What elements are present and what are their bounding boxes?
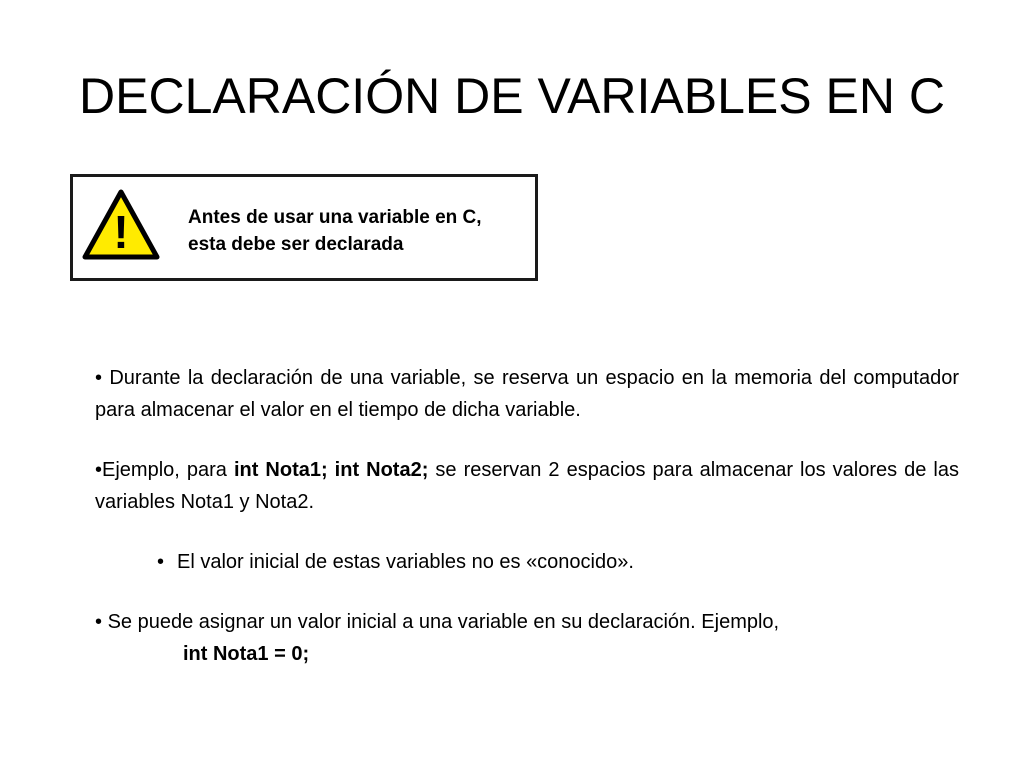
bullet-example xyxy=(95,454,959,518)
bullet-declaration xyxy=(95,362,959,426)
bullet-marker: • xyxy=(95,611,103,633)
bullet-text: El valor inicial de estas variables no es «conocido». xyxy=(177,551,634,573)
code-snippet: int Nota1; int Nota2; xyxy=(233,459,429,481)
slide-body xyxy=(95,362,959,670)
bullet-assignment xyxy=(95,606,959,638)
bullet-marker: • xyxy=(157,551,165,573)
bullet-marker: • xyxy=(95,459,103,481)
warning-message xyxy=(188,204,528,258)
warning-callout xyxy=(70,174,538,281)
bullet-text-post: se reservan 2 espacios para almacenar los valores de las variables Nota1 y Nota2. xyxy=(95,459,959,513)
bullet-text-pre: Ejemplo, para xyxy=(102,459,234,481)
slide-title: DECLARACIÓN DE VARIABLES EN C xyxy=(79,68,945,124)
sub-bullet-initial-value xyxy=(95,546,959,578)
code-example: int Nota1 = 0; xyxy=(183,643,310,665)
bullet-text: Se puede asignar un valor inicial a una variable en su declaración. Ejemplo, xyxy=(102,611,780,633)
warning-line-1: Antes de usar una variable en C, xyxy=(188,207,482,228)
warning-line-2: esta debe ser declarada xyxy=(188,234,404,255)
warning-exclamation: ! xyxy=(113,206,129,258)
bullet-text: Durante la declaración de una variable, se reserva un espacio en la memoria del computador para almacenar el valor en el tiempo de dicha variable. xyxy=(95,367,959,421)
bullet-marker: • xyxy=(95,367,103,389)
warning-triangle-icon xyxy=(81,187,161,263)
